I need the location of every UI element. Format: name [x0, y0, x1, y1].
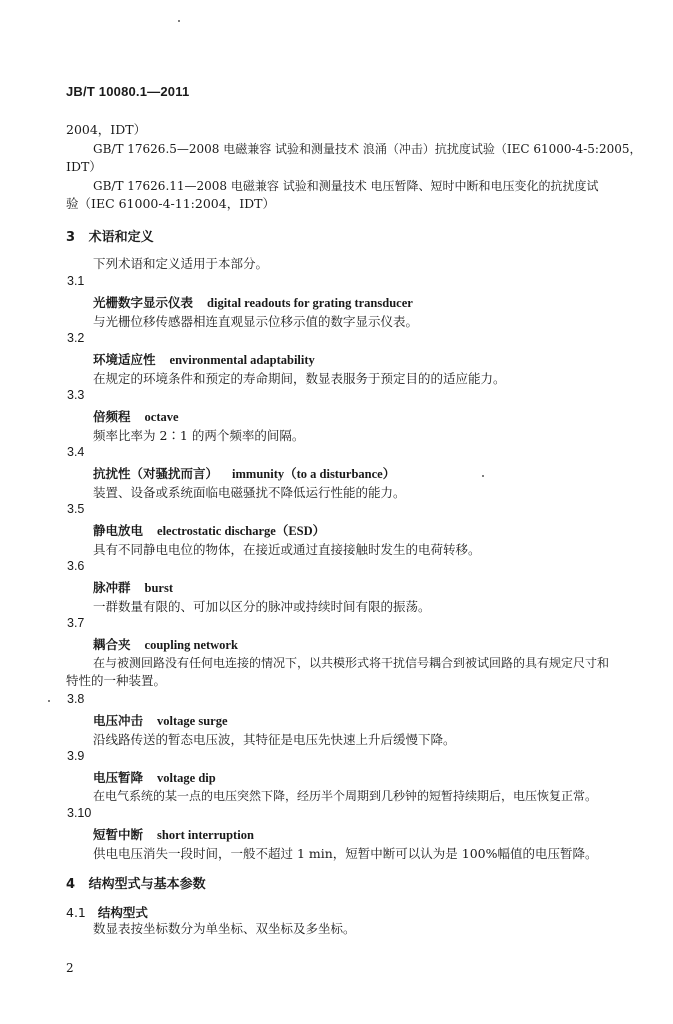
term-en: coupling network	[144, 638, 238, 652]
term-number: 3.10	[67, 806, 92, 820]
section-number: 4	[66, 877, 76, 892]
term-number: 3.6	[67, 559, 85, 573]
subsection-4-1-heading	[66, 903, 148, 921]
term-en: immunity（to a disturbance）	[232, 467, 396, 481]
section-title: 术语和定义	[88, 230, 154, 245]
term-zh: 倍频程	[93, 409, 131, 424]
term-zh: 电压暂降	[93, 770, 144, 785]
reference-line: GB/T 17626.11—2008 电磁兼容 试验和测量技术 电压暂降、短时中断和电压变化的抗扰度试	[93, 179, 599, 193]
term-zh: 环境适应性	[93, 352, 156, 367]
term-en: environmental adaptability	[169, 353, 315, 367]
subsection-number: 4.1	[66, 905, 86, 920]
term-heading	[93, 350, 315, 368]
scan-speck	[482, 475, 484, 477]
section-number: 3	[66, 230, 76, 245]
term-en: digital readouts for grating transducer	[207, 296, 413, 310]
term-definition: 与光栅位移传感器相连直观显示位移示值的数字显示仪表。	[93, 314, 419, 329]
term-zh: 抗扰性（对骚扰而言）	[93, 466, 219, 481]
term-heading	[93, 635, 238, 653]
term-en: electrostatic discharge（ESD）	[157, 524, 326, 538]
term-definition: 在规定的环境条件和预定的寿命期间，数显表服务于预定目的的适应能力。	[93, 371, 506, 386]
term-definition: 频率比率为 2∶1 的两个频率的间隔。	[93, 428, 305, 443]
scan-speck	[178, 20, 180, 22]
term-heading	[93, 578, 173, 596]
section-4-heading	[66, 873, 206, 892]
term-heading	[93, 464, 395, 482]
term-definition: 具有不同静电电位的物体，在接近或通过直接接触时发生的电荷转移。	[93, 542, 481, 557]
term-zh: 电压冲击	[93, 713, 144, 728]
term-heading	[93, 711, 228, 729]
term-zh: 耦合夹	[93, 637, 131, 652]
term-zh: 静电放电	[93, 523, 144, 538]
term-number: 3.3	[67, 388, 85, 402]
term-zh: 短暂中断	[93, 827, 144, 842]
term-en: short interruption	[157, 828, 254, 842]
term-definition: 供电电压消失一段时间，一般不超过 1 min，短暂中断可以认为是 100%幅值的电压暂降。	[93, 846, 598, 861]
reference-line: GB/T 17626.5—2008 电磁兼容 试验和测量技术 浪涌（冲击）抗扰度试验（IEC 61000-4-5:2005，	[93, 142, 642, 156]
page-number: 2	[66, 961, 74, 975]
term-definition: 在与被测回路没有任何电连接的情况下，以共模形式将干扰信号耦合到被试回路的具有规定尺寸和	[93, 656, 610, 670]
section-intro: 下列术语和定义适用于本部分。	[93, 256, 269, 271]
term-definition: 一群数量有限的、可加以区分的脉冲或持续时间有限的振荡。	[93, 599, 431, 614]
section-3-heading	[66, 226, 154, 245]
term-en: burst	[144, 581, 173, 595]
term-en: octave	[144, 410, 179, 424]
subsection-title: 结构型式	[97, 905, 148, 920]
section-title: 结构型式与基本参数	[88, 877, 206, 892]
subsection-body: 数显表按坐标数分为单坐标、双坐标及多坐标。	[93, 921, 356, 936]
term-heading	[93, 825, 254, 843]
term-definition: 沿线路传送的暂态电压波，其特征是电压先快速上升后缓慢下降。	[93, 732, 456, 747]
term-number: 3.9	[67, 749, 85, 763]
term-en: voltage dip	[157, 771, 216, 785]
term-number: 3.7	[67, 616, 85, 630]
term-definition: 装置、设备或系统面临电磁骚扰不降低运行性能的能力。	[93, 485, 406, 500]
term-heading	[93, 407, 179, 425]
term-number: 3.1	[67, 274, 85, 288]
term-number: 3.5	[67, 502, 85, 516]
term-number: 3.2	[67, 331, 85, 345]
term-zh: 光栅数字显示仪表	[93, 295, 194, 310]
term-heading	[93, 293, 413, 311]
term-definition: 在电气系统的某一点的电压突然下降，经历半个周期到几秒钟的短暂持续期后，电压恢复正常。	[93, 789, 598, 803]
reference-line: 验（IEC 61000-4-11:2004，IDT）	[66, 196, 275, 211]
term-zh: 脉冲群	[93, 580, 131, 595]
standard-code-header: JB/T 10080.1—2011	[66, 84, 190, 99]
term-heading	[93, 768, 216, 786]
term-number: 3.4	[67, 445, 85, 459]
term-heading	[93, 521, 325, 539]
term-definition-continued: 特性的一种装置。	[66, 673, 167, 688]
reference-line: 2004，IDT）	[66, 122, 147, 137]
reference-line: IDT）	[66, 159, 102, 174]
scan-speck	[48, 700, 50, 702]
term-number: 3.8	[67, 692, 85, 706]
term-en: voltage surge	[157, 714, 228, 728]
